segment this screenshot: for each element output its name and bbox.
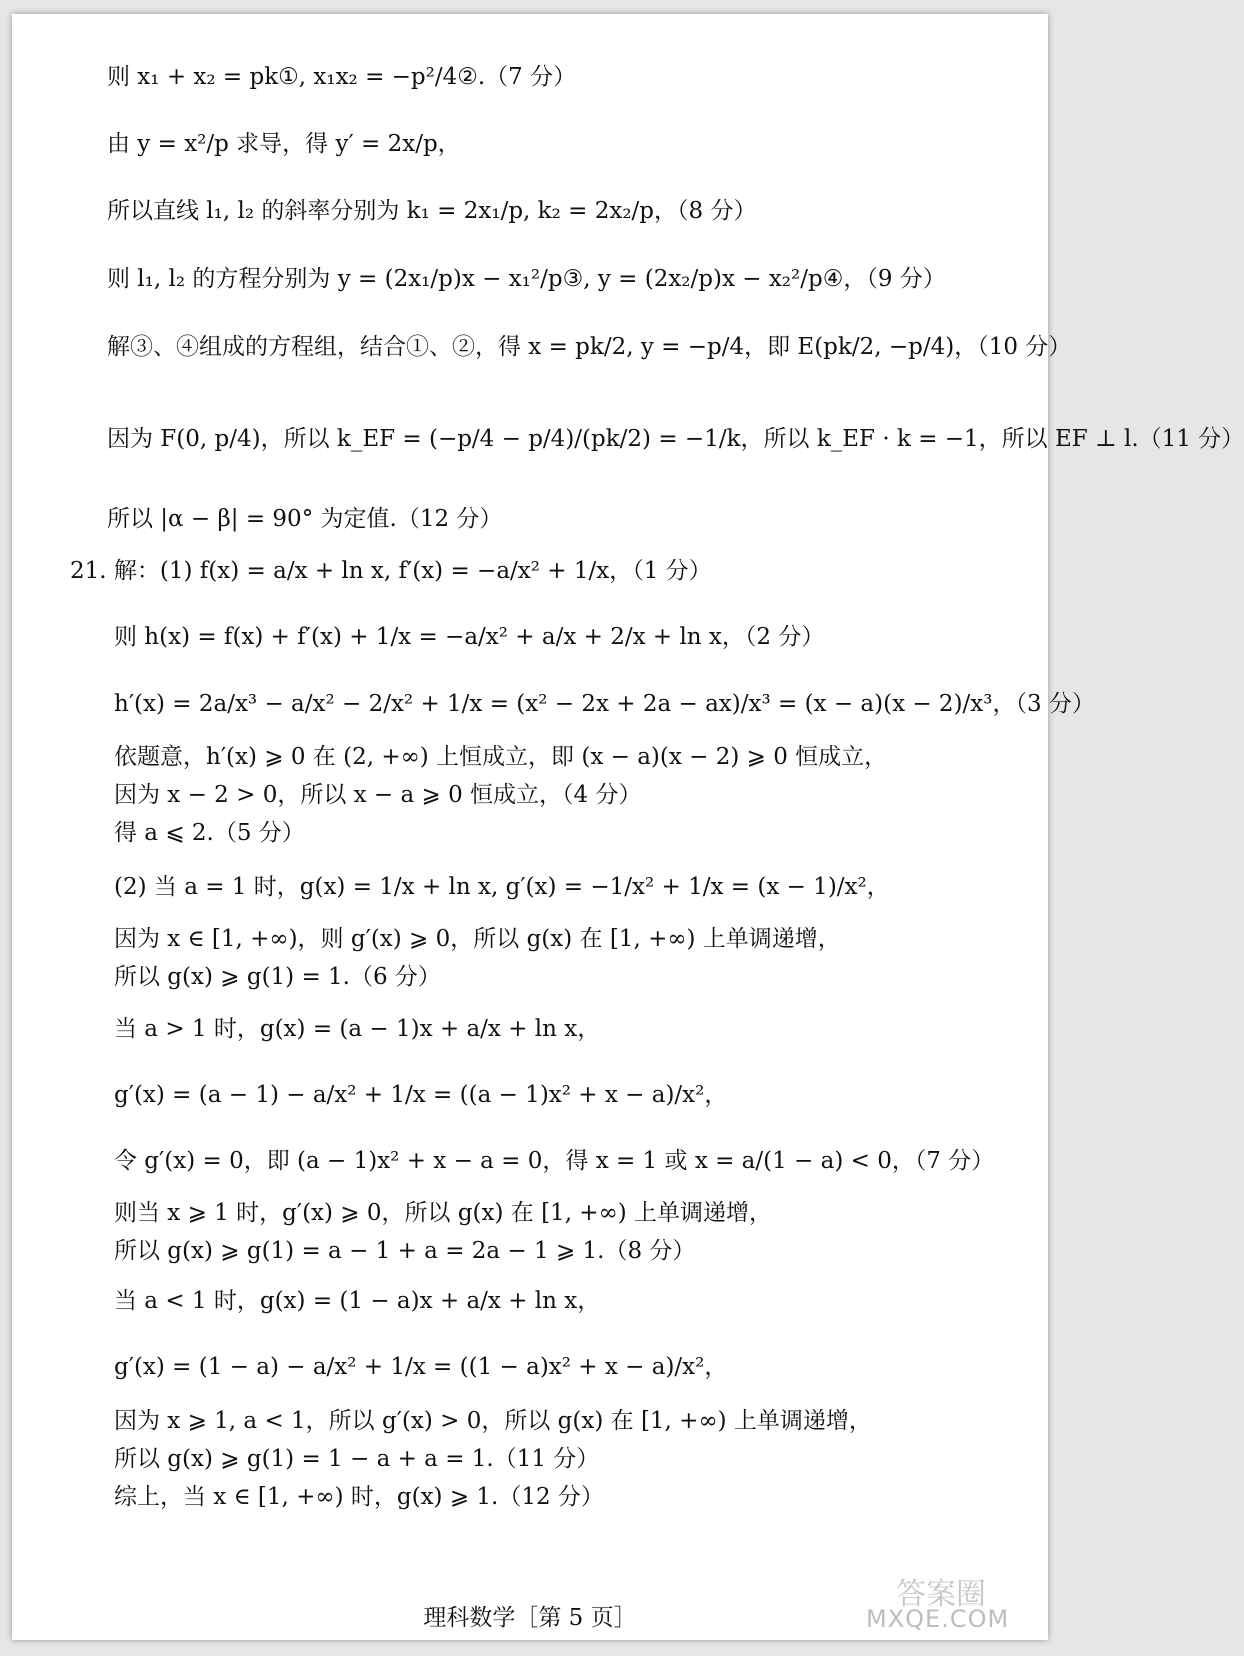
solution-line: 因为 x ∈ [1, +∞)，则 g′(x) ⩾ 0，所以 g(x) 在 [1, +∞) 上单调递增， <box>114 926 841 952</box>
solution-line: 则 l₁, l₂ 的方程分别为 y = (2x₁/p)x − x₁²/p③, y = (2x₂/p)x − x₂²/p④，（9 分） <box>107 266 946 292</box>
watermark-url: MXQE.COM <box>866 1605 1010 1633</box>
watermark-text: 答案圈 <box>896 1577 986 1612</box>
page-footer: 理科数学［第 5 页］ <box>423 1605 637 1631</box>
document-page <box>12 14 1244 1640</box>
solution-line: h′(x) = 2a/x³ − a/x² − 2/x² + 1/x = (x² − 2x + 2a − ax)/x³ = (x − a)(x − 2)/x³，（3 分） <box>114 691 1095 717</box>
solution-line: 所以 |α − β| = 90° 为定值.（12 分） <box>107 506 503 532</box>
solution-line: 则当 x ⩾ 1 时，g′(x) ⩾ 0，所以 g(x) 在 [1, +∞) 上单调递增， <box>114 1200 773 1226</box>
solution-line: 由 y = x²/p 求导，得 y′ = 2x/p， <box>107 131 461 157</box>
solution-line: g′(x) = (a − 1) − a/x² + 1/x = ((a − 1)x² + x − a)/x²， <box>114 1082 728 1108</box>
solution-line: 得 a ⩽ 2.（5 分） <box>114 820 305 846</box>
solution-line: 当 a < 1 时，g(x) = (1 − a)x + a/x + ln x， <box>114 1288 601 1314</box>
solution-line: 因为 x ⩾ 1, a < 1，所以 g′(x) > 0，所以 g(x) 在 [1, +∞) 上单调递增， <box>114 1408 872 1434</box>
watermark-logo <box>836 1569 1026 1633</box>
solution-line: 解③、④组成的方程组，结合①、②，得 x = pk/2, y = −p/4，即 E(pk/2, −p/4)，（10 分） <box>107 334 1072 360</box>
solution-line: 所以直线 l₁, l₂ 的斜率分别为 k₁ = 2x₁/p, k₂ = 2x₂/p，（8 分） <box>107 198 757 224</box>
solution-line: 所以 g(x) ⩾ g(1) = 1.（6 分） <box>114 964 441 990</box>
solution-line: 则 h(x) = f(x) + f′(x) + 1/x = −a/x² + a/x + 2/x + ln x，（2 分） <box>114 624 825 650</box>
problem-21-heading: 21. 解：(1) f(x) = a/x + ln x, f′(x) = −a/x² + 1/x，（1 分） <box>70 558 712 584</box>
solution-line: 因为 x − 2 > 0，所以 x − a ⩾ 0 恒成立，（4 分） <box>114 782 642 808</box>
solution-line: 依题意，h′(x) ⩾ 0 在 (2, +∞) 上恒成立，即 (x − a)(x − 2) ⩾ 0 恒成立， <box>114 744 888 770</box>
solution-line: 所以 g(x) ⩾ g(1) = 1 − a + a = 1.（11 分） <box>114 1446 600 1472</box>
solution-line: g′(x) = (1 − a) − a/x² + 1/x = ((1 − a)x² + x − a)/x²， <box>114 1354 728 1380</box>
solution-line: 当 a > 1 时，g(x) = (a − 1)x + a/x + ln x， <box>114 1016 601 1042</box>
solution-line: 综上，当 x ∈ [1, +∞) 时，g(x) ⩾ 1.（12 分） <box>114 1484 604 1510</box>
solution-line: 则 x₁ + x₂ = pk①, x₁x₂ = −p²/4②.（7 分） <box>107 64 577 90</box>
solution-line: (2) 当 a = 1 时，g(x) = 1/x + ln x, g′(x) = −1/x² + 1/x = (x − 1)/x²， <box>114 874 890 900</box>
solution-line: 令 g′(x) = 0，即 (a − 1)x² + x − a = 0，得 x = 1 或 x = a/(1 − a) < 0，（7 分） <box>114 1148 995 1174</box>
solution-line: 因为 F(0, p/4)，所以 k_EF = (−p/4 − p/4)/(pk/2) = −1/k，所以 k_EF · k = −1，所以 EF ⊥ l.（11 分） <box>107 426 1244 452</box>
solution-line: 所以 g(x) ⩾ g(1) = a − 1 + a = 2a − 1 ⩾ 1.（8 分） <box>114 1238 696 1264</box>
